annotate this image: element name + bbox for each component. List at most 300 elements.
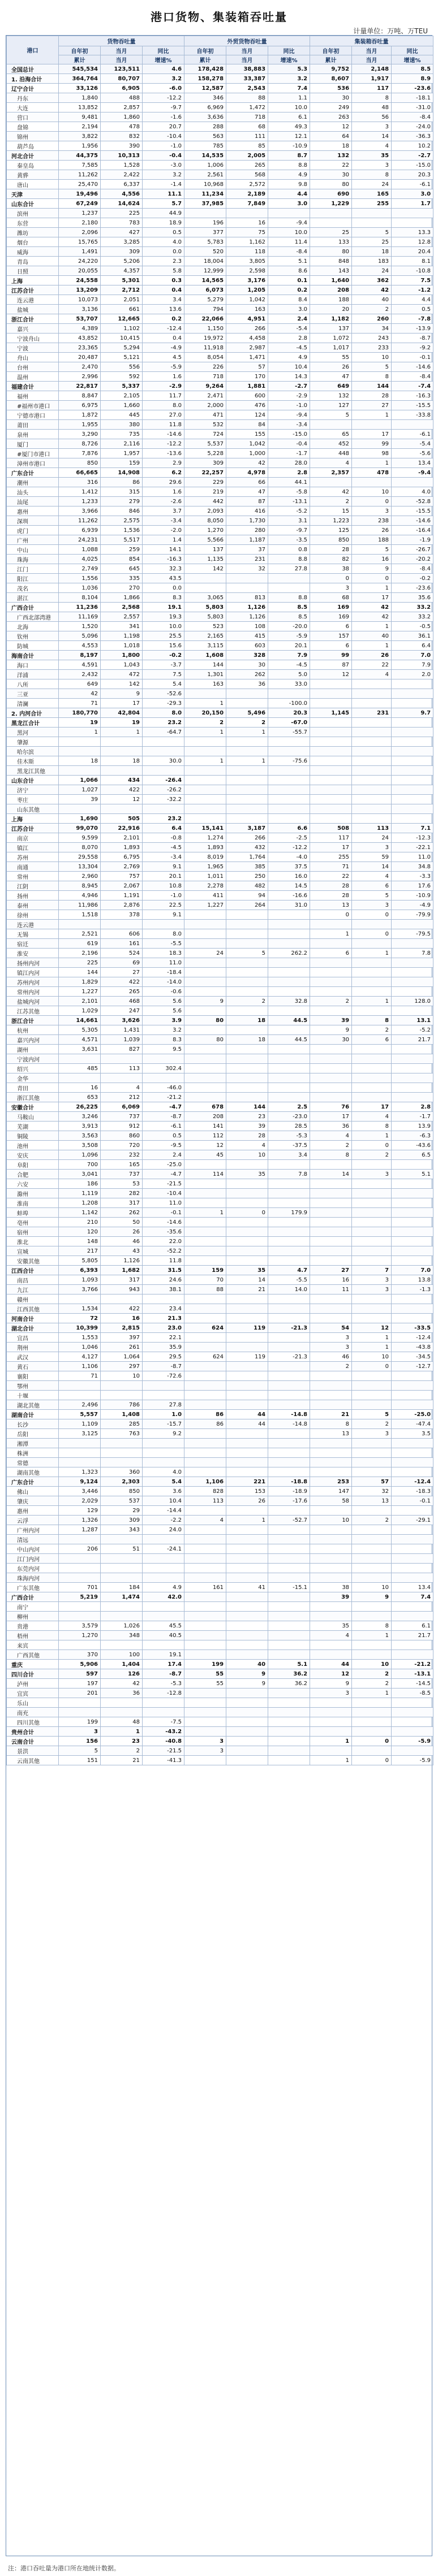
foreign-yoy-cell (268, 1371, 310, 1381)
cargo-yoy-cell: 9.1 (143, 910, 184, 920)
cargo-current-cell: 2,067 (101, 881, 143, 891)
foreign-yoy-cell (268, 1400, 310, 1410)
port-name-cell: 金华 (7, 1073, 59, 1083)
cargo-yoy-cell: 25.5 (143, 631, 184, 641)
foreign-yoy-cell (268, 1381, 310, 1391)
cargo-current-cell (101, 1073, 143, 1083)
cargo-current-cell: 5,517 (101, 535, 143, 545)
container-cumulative-cell (310, 1698, 352, 1708)
foreign-cumulative-cell: 2,093 (184, 506, 226, 516)
container-current-cell: 1 (352, 458, 392, 468)
port-name-cell: 连云港 (7, 920, 59, 929)
cargo-yoy-cell: 22.1 (143, 1333, 184, 1343)
container-cumulative-cell: 71 (310, 862, 352, 872)
foreign-cumulative-cell (184, 1554, 226, 1564)
cargo-cumulative-cell: 1,520 (59, 622, 101, 631)
container-cumulative-cell: 4 (310, 458, 352, 468)
port-name-cell: 黑河 (7, 728, 59, 737)
container-cumulative-cell: 10 (310, 1516, 352, 1525)
foreign-yoy-cell: -0.4 (268, 439, 310, 449)
container-current-cell: 16 (352, 555, 392, 564)
cargo-current-cell: 786 (101, 1400, 143, 1410)
container-cumulative-cell (310, 1045, 352, 1054)
port-name-cell: 扬州内河 (7, 958, 59, 968)
table-row (7, 1323, 433, 1333)
foreign-current-cell: 163 (226, 305, 268, 314)
cargo-current-cell: 265 (101, 987, 143, 997)
table-row (7, 1112, 433, 1122)
container-cumulative-cell: 28 (310, 891, 352, 900)
port-name-cell: 盘锦 (7, 122, 59, 132)
container-cumulative-cell: 13 (310, 900, 352, 910)
cargo-cumulative-cell: 14,661 (59, 1016, 101, 1025)
container-current-cell (352, 1073, 392, 1083)
container-yoy-cell: -14.6 (392, 362, 433, 372)
cargo-cumulative-cell: 2,180 (59, 218, 101, 228)
cargo-cumulative-cell (59, 1073, 101, 1083)
container-cumulative-cell: 157 (310, 631, 352, 641)
table-row (7, 1246, 433, 1256)
foreign-current-cell: 119 (226, 1323, 268, 1333)
cargo-current-cell: 1 (101, 728, 143, 737)
port-name-cell: 南充 (7, 1708, 59, 1717)
cargo-current-cell: 757 (101, 872, 143, 881)
cargo-yoy-cell: -0.2 (143, 651, 184, 660)
foreign-current-cell: 2,543 (226, 84, 268, 93)
foreign-yoy-cell: 11.4 (268, 237, 310, 247)
container-yoy-cell (392, 756, 433, 766)
foreign-cumulative-cell (184, 1756, 226, 1765)
container-current-cell (352, 679, 392, 689)
foreign-yoy-cell (268, 1218, 310, 1227)
cargo-yoy-cell: 4.0 (143, 1467, 184, 1477)
cargo-yoy-cell: -26.2 (143, 785, 184, 795)
table-row (7, 343, 433, 353)
port-name-cell: 唐山 (7, 180, 59, 189)
cargo-current-cell: 16 (101, 1314, 143, 1323)
foreign-current-cell: 75 (226, 228, 268, 237)
cargo-current-cell: 422 (101, 1304, 143, 1314)
cargo-cumulative-cell: 8,104 (59, 593, 101, 603)
container-cumulative-cell: 117 (310, 833, 352, 843)
container-yoy-cell: 9.7 (392, 708, 433, 718)
foreign-cumulative-cell: 1 (184, 699, 226, 708)
foreign-current-cell: 26 (226, 1496, 268, 1506)
cargo-yoy-cell: -0.8 (143, 833, 184, 843)
cargo-cumulative-cell: 8,847 (59, 391, 101, 401)
table-row (7, 1160, 433, 1170)
container-cumulative-cell (310, 1083, 352, 1093)
foreign-current-cell: 1,472 (226, 103, 268, 112)
port-name-cell: 九江 (7, 1285, 59, 1295)
foreign-current-cell: 94 (226, 891, 268, 900)
container-cumulative-cell (310, 218, 352, 228)
cargo-cumulative-cell: 3 (59, 1727, 101, 1737)
table-row (7, 612, 433, 622)
cargo-current-cell: 48 (101, 1717, 143, 1727)
foreign-yoy-subheader: 增速% (268, 55, 310, 64)
container-cumulative-cell: 12 (310, 1669, 352, 1679)
port-name-cell: 四川其他 (7, 1717, 59, 1727)
container-yoy-cell (392, 1640, 433, 1650)
table-row (7, 64, 433, 74)
cargo-cumulative-cell: 1,029 (59, 1006, 101, 1016)
cargo-yoy-cell: 11.7 (143, 391, 184, 401)
port-name-cell: 重庆 (7, 1660, 59, 1669)
port-name-cell: 湖南合计 (7, 1410, 59, 1419)
container-current-cell: 1,917 (352, 74, 392, 84)
foreign-current-cell (226, 939, 268, 949)
foreign-cumulative-cell: 5,803 (184, 612, 226, 622)
foreign-yoy-cell (268, 1391, 310, 1400)
cargo-current-cell: 309 (101, 1516, 143, 1525)
table-row (7, 141, 433, 151)
container-yoy-cell: -18.1 (392, 93, 433, 103)
container-cumulative-cell: 87 (310, 660, 352, 670)
table-row (7, 458, 433, 468)
table-row (7, 1122, 433, 1131)
foreign-yoy-cell: 27.8 (268, 564, 310, 574)
foreign-current-cell (226, 1371, 268, 1381)
cargo-current-cell: 380 (101, 420, 143, 430)
port-name-cell: 徐州 (7, 910, 59, 920)
container-yoy-cell (392, 766, 433, 776)
container-current-cell: 0 (352, 1737, 392, 1746)
cargo-current-cell: 165 (101, 1160, 143, 1170)
container-yoy-cell (392, 1612, 433, 1621)
foreign-yoy-cell (268, 968, 310, 977)
cargo-current-cell: 1,860 (101, 112, 143, 122)
foreign-cumulative-cell (184, 987, 226, 997)
container-cumulative-cell: 14 (310, 1170, 352, 1179)
foreign-current-cell: 18 (226, 1016, 268, 1025)
port-name-cell: 广州 (7, 535, 59, 545)
table-row (7, 968, 433, 977)
foreign-current-cell (226, 1045, 268, 1054)
cargo-current-cell: 261 (101, 1343, 143, 1352)
table-row (7, 699, 433, 708)
container-yoy-cell (392, 209, 433, 218)
container-cumulative-cell (310, 1246, 352, 1256)
foreign-yoy-cell: -2.7 (268, 382, 310, 391)
cargo-cumulative-cell: 197 (59, 1679, 101, 1689)
port-name-cell: 马鞍山 (7, 1112, 59, 1122)
cargo-yoy-cell: -3.0 (143, 161, 184, 170)
container-current-cell: 2 (352, 1669, 392, 1679)
port-name-cell: 汕尾 (7, 497, 59, 506)
table-row (7, 247, 433, 257)
cargo-current-cell (101, 1573, 143, 1583)
container-cumulative-cell: 143 (310, 266, 352, 276)
container-current-cell (352, 1054, 392, 1064)
foreign-cumulative-cell: 785 (184, 141, 226, 151)
container-current-cell (352, 1304, 392, 1314)
foreign-yoy-cell: 7.4 (268, 84, 310, 93)
cargo-current-cell: 3,285 (101, 237, 143, 247)
foreign-yoy-cell (268, 1525, 310, 1535)
foreign-current-cell: 9 (226, 1679, 268, 1689)
cargo-current-cell: 309 (101, 247, 143, 257)
port-name-cell: 山东其他 (7, 804, 59, 814)
cargo-cumulative-cell (59, 1391, 101, 1400)
port-name-cell: 泸州 (7, 1679, 59, 1689)
cargo-current-cell: 1,404 (101, 1660, 143, 1669)
port-column-header: 港口 (7, 36, 59, 64)
foreign-cum-header: 自年初 (184, 46, 226, 55)
container-current-cell: 2 (352, 1150, 392, 1160)
foreign-current-cell (226, 583, 268, 593)
container-current-cell (352, 756, 392, 766)
foreign-cumulative-cell: 9 (184, 997, 226, 1006)
container-yoy-cell: 3.5 (392, 1429, 433, 1439)
foreign-cumulative-cell: 309 (184, 458, 226, 468)
foreign-current-cell: 170 (226, 372, 268, 382)
table-row (7, 1439, 433, 1448)
container-yoy-cell: -2.7 (392, 151, 433, 161)
container-cumulative-cell (310, 689, 352, 699)
container-cumulative-cell: 8,607 (310, 74, 352, 84)
foreign-yoy-cell: 5.1 (268, 1660, 310, 1669)
unit-label: 计量单位：万吨、万TEU (353, 27, 428, 35)
foreign-current-cell (226, 1246, 268, 1256)
cargo-current-cell: 247 (101, 1006, 143, 1016)
cargo-cumulative-cell (59, 1458, 101, 1467)
foreign-yoy-cell (268, 1544, 310, 1554)
foreign-current-cell: 250 (226, 872, 268, 881)
cargo-yoy-cell: -13.6 (143, 449, 184, 458)
cargo-yoy-cell (143, 1573, 184, 1583)
container-yoy-cell: -34.5 (392, 1352, 433, 1362)
container-yoy-cell: -6.1 (392, 180, 433, 189)
cargo-yoy-cell: -35.6 (143, 1227, 184, 1237)
foreign-cumulative-cell (184, 910, 226, 920)
cargo-cumulative-cell: 206 (59, 1544, 101, 1554)
cargo-cumulative-cell: 1,326 (59, 1516, 101, 1525)
port-name-cell: #福州市港口 (7, 401, 59, 410)
cargo-cumulative-cell: 16 (59, 1083, 101, 1093)
foreign-yoy-cell (268, 1717, 310, 1727)
table-row (7, 843, 433, 852)
container-current-cell: 6 (352, 1035, 392, 1045)
port-name-cell: 淮安 (7, 949, 59, 958)
foreign-cumulative-cell: 3,636 (184, 112, 226, 122)
foreign-yoy-cell: -1.0 (268, 401, 310, 410)
container-cumulative-cell (310, 1554, 352, 1564)
container-cumulative-cell: 27 (310, 1266, 352, 1275)
container-current-cell (352, 1064, 392, 1073)
container-yoy-cell (392, 804, 433, 814)
cargo-yoy-cell: 32.3 (143, 564, 184, 574)
container-cumulative-cell: 137 (310, 324, 352, 334)
container-cumulative-cell: 1,640 (310, 276, 352, 285)
cargo-cumulative-cell: 6,975 (59, 401, 101, 410)
container-yoy-cell (392, 737, 433, 747)
foreign-yoy-cell (268, 1179, 310, 1189)
table-row (7, 1698, 433, 1708)
foreign-cumulative-cell (184, 1064, 226, 1073)
container-yoy-cell (392, 728, 433, 737)
cargo-yoy-cell: 0.0 (143, 583, 184, 593)
cargo-current-cell: 2,712 (101, 285, 143, 295)
port-name-cell: 岳阳 (7, 1429, 59, 1439)
container-cumulative-cell: 9 (310, 1025, 352, 1035)
container-cumulative-cell (310, 1256, 352, 1266)
container-current-cell: 27 (352, 401, 392, 410)
cargo-current-cell: 1,102 (101, 324, 143, 334)
container-cumulative-cell: 39 (310, 1592, 352, 1602)
cargo-current-cell: 14,908 (101, 468, 143, 478)
cargo-current-cell: 827 (101, 1045, 143, 1054)
table-row (7, 1179, 433, 1189)
table-row (7, 1669, 433, 1679)
table-row (7, 737, 433, 747)
container-current-cell (352, 1525, 392, 1535)
cargo-current-cell: 735 (101, 430, 143, 439)
container-yoy-cell: 11.0 (392, 852, 433, 862)
table-row (7, 1371, 433, 1381)
foreign-yoy-cell: 8.4 (268, 295, 310, 305)
table-row (7, 112, 433, 122)
cargo-yoy-cell: 21.3 (143, 1314, 184, 1323)
table-row (7, 1093, 433, 1102)
table-row (7, 535, 433, 545)
port-name-cell: 淮北 (7, 1237, 59, 1246)
table-row (7, 718, 433, 728)
foreign-current-cell (226, 1554, 268, 1564)
foreign-yoy-cell (268, 1295, 310, 1304)
foreign-cumulative-cell (184, 1304, 226, 1314)
cargo-current-cell: 212 (101, 1093, 143, 1102)
page-title: 港口货物、集装箱吞吐量 (151, 10, 287, 24)
container-cumulative-cell: 38 (310, 1583, 352, 1592)
foreign-cumulative-cell: 18,004 (184, 257, 226, 266)
foreign-current-cell: 155 (226, 430, 268, 439)
container-cumulative-cell: 30 (310, 1035, 352, 1045)
cargo-current-cell: 850 (101, 1487, 143, 1496)
port-name-cell: 上海 (7, 276, 59, 285)
port-name-cell: 十堰 (7, 1391, 59, 1400)
table-row (7, 949, 433, 958)
container-cumulative-cell: 46 (310, 1352, 352, 1362)
cargo-yoy-cell: 5.6 (143, 1006, 184, 1016)
foreign-yoy-cell (268, 1698, 310, 1708)
cargo-cumulative-cell: 25,470 (59, 180, 101, 189)
foreign-yoy-cell: 4.9 (268, 353, 310, 362)
cargo-current-cell: 1,408 (101, 1410, 143, 1419)
container-cumulative-cell (310, 1391, 352, 1400)
port-name-cell: 深圳 (7, 516, 59, 526)
cargo-cumulative-cell: 1,046 (59, 1343, 101, 1352)
container-yoy-cell (392, 1064, 433, 1073)
cargo-current-cell: 1,957 (101, 449, 143, 458)
container-yoy-cell: -25.0 (392, 1410, 433, 1419)
table-row (7, 189, 433, 199)
foreign-cumulative-cell: 1,301 (184, 670, 226, 679)
foreign-yoy-cell: -18.8 (268, 1477, 310, 1487)
cargo-yoy-cell (143, 1554, 184, 1564)
foreign-current-cell (226, 1467, 268, 1477)
container-current-cell (352, 218, 392, 228)
foreign-current-cell: 265 (226, 161, 268, 170)
cargo-current-cell: 2,568 (101, 603, 143, 612)
foreign-yoy-cell: 6.6 (268, 824, 310, 833)
container-cumulative-cell: 3 (310, 583, 352, 593)
cargo-current-cell (101, 1381, 143, 1391)
container-yoy-cell: 13.4 (392, 1583, 433, 1592)
foreign-cumulative-cell: 5,279 (184, 295, 226, 305)
port-name-cell: 江苏合计 (7, 824, 59, 833)
foreign-cumulative-cell: 678 (184, 1102, 226, 1112)
container-current-cell (352, 1237, 392, 1246)
port-name-cell: 东莞内河 (7, 1564, 59, 1573)
container-yoy-cell: 13.4 (392, 458, 433, 468)
container-current-cell: 7 (352, 1266, 392, 1275)
table-row (7, 1198, 433, 1208)
cargo-yoy-cell: -41.3 (143, 1756, 184, 1765)
container-yoy-cell (392, 1237, 433, 1246)
foreign-cumulative-cell: 377 (184, 228, 226, 237)
cargo-current-cell: 1,528 (101, 161, 143, 170)
container-yoy-cell: -6.3 (392, 1131, 433, 1141)
foreign-current-cell: 813 (226, 593, 268, 603)
table-row (7, 266, 433, 276)
container-cumulative-cell: 2,357 (310, 468, 352, 478)
container-cumulative-cell: 147 (310, 1487, 352, 1496)
container-yoy-cell (392, 1304, 433, 1314)
foreign-cumulative-cell (184, 1602, 226, 1612)
port-name-cell: 2. 内河合计 (7, 708, 59, 718)
container-current-cell: 18 (352, 247, 392, 257)
cargo-cumulative-cell: 1,066 (59, 776, 101, 785)
container-current-cell: 478 (352, 468, 392, 478)
port-name-cell: 济宁 (7, 785, 59, 795)
table-row (7, 1314, 433, 1323)
container-yoy-cell: 7.5 (392, 276, 433, 285)
foreign-yoy-cell (268, 977, 310, 987)
foreign-yoy-cell: -21.3 (268, 1352, 310, 1362)
foreign-yoy-cell: 44.1 (268, 478, 310, 487)
cargo-yoy-cell: -0.1 (143, 1208, 184, 1218)
cargo-yoy-cell (143, 1698, 184, 1708)
foreign-current-cell: 266 (226, 324, 268, 334)
cargo-current-cell: 4,357 (101, 266, 143, 276)
cargo-cumulative-cell: 2,194 (59, 122, 101, 132)
container-yoy-cell: 35.6 (392, 593, 433, 603)
foreign-current-cell (226, 1564, 268, 1573)
port-name-cell: 四川合计 (7, 1669, 59, 1679)
cargo-current-cell (101, 1564, 143, 1573)
cargo-current-cell: 556 (101, 362, 143, 372)
cargo-current-cell: 225 (101, 209, 143, 218)
cargo-cumulative-cell: 210 (59, 1218, 101, 1227)
foreign-cumulative-cell: 5,566 (184, 535, 226, 545)
foreign-cumulative-cell: 55 (184, 1679, 226, 1689)
container-yoy-cell: -9.4 (392, 468, 433, 478)
container-cumulative-cell: 26 (310, 362, 352, 372)
container-current-cell (352, 1381, 392, 1391)
table-row (7, 910, 433, 920)
container-current-cell: 1 (352, 410, 392, 420)
foreign-cumulative-cell: 196 (184, 218, 226, 228)
container-cumulative-cell: 8 (310, 1419, 352, 1429)
cargo-yoy-cell: 11.0 (143, 1198, 184, 1208)
container-yoy-cell (392, 1006, 433, 1016)
foreign-current-cell (226, 1237, 268, 1246)
container-cumulative-cell: 28 (310, 545, 352, 555)
container-yoy-cell: -8.7 (392, 334, 433, 343)
container-yoy-cell (392, 1093, 433, 1102)
cargo-cumulative-cell: 5,305 (59, 1025, 101, 1035)
